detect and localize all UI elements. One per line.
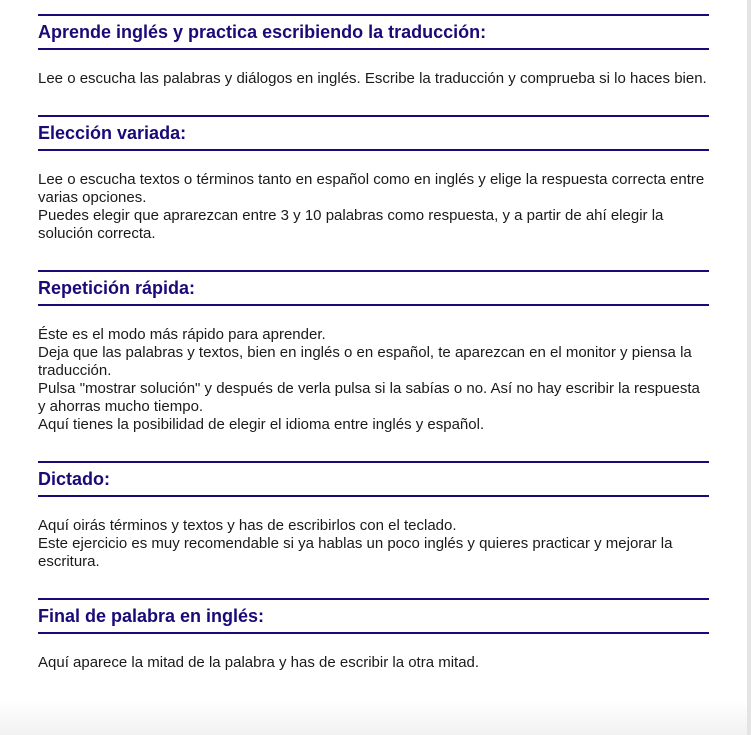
description-paragraph: Este ejercicio es muy recomendable si ya hablas un poco inglés y quieres practicar y mejorar la escritura. bbox=[38, 535, 673, 570]
section-repeticion-rapida bbox=[38, 270, 709, 461]
section-title: Dictado: bbox=[38, 469, 110, 489]
description-paragraph: Aquí oirás términos y textos y has de escribirlos con el teclado. bbox=[38, 517, 457, 534]
section-description bbox=[38, 306, 709, 461]
page-content bbox=[38, 14, 709, 699]
section-traduccion bbox=[38, 14, 709, 115]
section-title: Final de palabra en inglés: bbox=[38, 606, 265, 626]
section-header bbox=[38, 461, 709, 497]
scrollbar-track[interactable] bbox=[747, 0, 751, 735]
section-eleccion-variada bbox=[38, 115, 709, 270]
section-header bbox=[38, 270, 709, 306]
description-paragraph: Pulsa "mostrar solución" y después de verla pulsa si la sabías o no. Así no hay escribir la respuesta y ahorras mucho tiempo. bbox=[38, 380, 700, 415]
description-paragraph: Puedes elegir que aprarezcan entre 3 y 10 palabras como respuesta, y a partir de ahí elegir la solución correcta. bbox=[38, 207, 664, 242]
description-paragraph: Aquí tienes la posibilidad de elegir el idioma entre inglés y español. bbox=[38, 416, 485, 433]
description-paragraph: Aquí aparece la mitad de la palabra y has de escribir la otra mitad. bbox=[38, 654, 480, 671]
section-title: Elección variada: bbox=[38, 123, 187, 143]
section-description bbox=[38, 497, 709, 598]
section-title: Repetición rápida: bbox=[38, 278, 196, 298]
section-dictado bbox=[38, 461, 709, 598]
section-header bbox=[38, 14, 709, 50]
description-paragraph: Lee o escucha las palabras y diálogos en inglés. Escribe la traducción y comprueba si lo haces bien. bbox=[38, 70, 707, 87]
description-paragraph: Éste es el modo más rápido para aprender. bbox=[38, 326, 326, 343]
description-paragraph: Lee o escucha textos o términos tanto en español como en inglés y elige la respuesta correcta entre varias opciones. bbox=[38, 171, 705, 206]
bottom-fade bbox=[0, 699, 747, 735]
section-description bbox=[38, 50, 709, 115]
section-header bbox=[38, 115, 709, 151]
section-title: Aprende inglés y practica escribiendo la traducción: bbox=[38, 22, 487, 42]
section-description bbox=[38, 151, 709, 270]
section-description bbox=[38, 634, 709, 699]
section-final-de-palabra bbox=[38, 598, 709, 699]
section-header bbox=[38, 598, 709, 634]
description-paragraph: Deja que las palabras y textos, bien en inglés o en español, te aparezcan en el monitor y piensa la traducción. bbox=[38, 344, 692, 379]
